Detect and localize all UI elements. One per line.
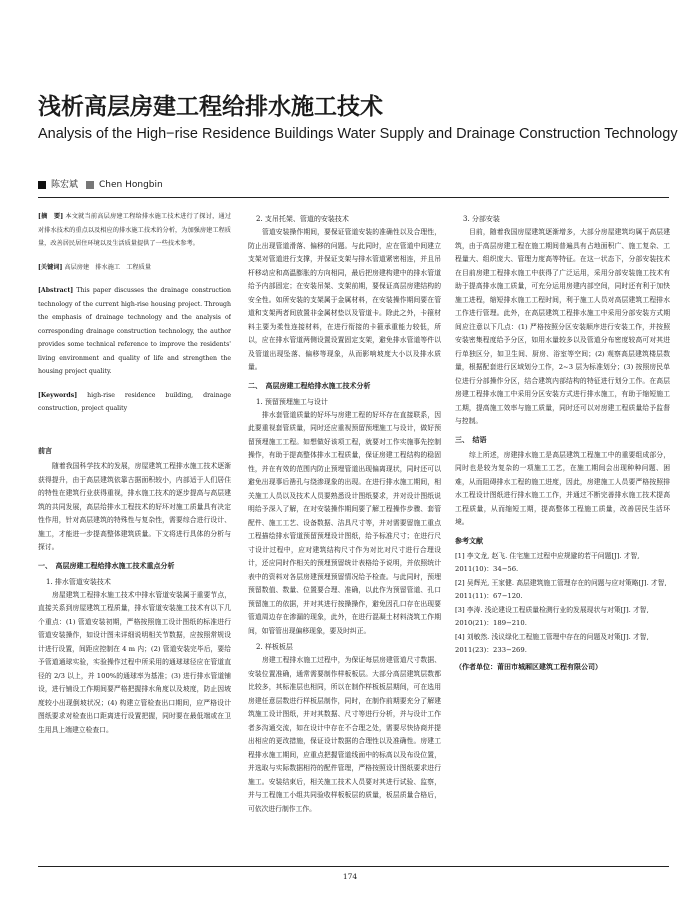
reference-item: [2] 吴辉光, 王家健. 高层建筑施工管理存在的问题与应对策略[J]. 才智, 2011(11)：67−120.	[455, 578, 667, 600]
subheading-2-1: 1. 预留预埋施工与设计	[256, 397, 328, 406]
reference-item: [4] 刘敏然. 浅议绿化工程施工管理中存在的问题及对策[J]. 才智, 2011(23)：233−269.	[455, 632, 649, 654]
paragraph-conclusion: 综上所述，房建排水施工是高层建筑工程施工中的重要组成部分，同时也是较为复杂的一项施工工艺，在施工期间会出现种种问题、困难，从而阻碍排水工程的施工进度，因此，房建施工人员要严格按照排水工程设计图纸进行排水施工工作，并通过不断完善排水施工技术提高工程质量，从而缩短工期，提高整体工程施工质量，改善居民生活环境。	[455, 450, 670, 526]
abstract-label: [摘 要]	[38, 213, 64, 220]
page-subtitle-en: Analysis of the High−rise Residence Buildings Water Supply and Drainage Construction Technology	[38, 126, 678, 142]
subheading-1-2: 2. 支吊托架、管道的安装技术	[256, 215, 349, 223]
author-line	[38, 179, 163, 191]
keywords-text: 高层房建 排水施工 工程质量	[64, 263, 152, 271]
paragraph-1-2: 管道安装操作期间，要保证管道安装的准确性以及合理性，防止出现管道滑落、偏移的问题。与此同时，应在管道中间建立支架对管道进行支撑，并保证支架与排水管道紧密相连，并且吊杆移动应和高温膨胀的方向相同，最后把房建构建中的排水管道给予内部固定；在安装吊架、支架前期，要保证高层房建结构的安全性。如所安装的支架属于金属材料，在安装操作期间要在管道和支架两者间放置非金属材垫以及管道卡。除此之外，卡箍材料主要为柔性连接材料，在进行衔接的卡箍承重能力较低，所以，应在排水管道两侧设置设置固定支架，避免排水管道等件以及管道出现坠落、偏移等现象，从而影响坡度大小以及排水质量。	[248, 228, 441, 371]
square-bullet-icon	[86, 181, 94, 189]
reference-item: [1] 李文龙, 赵飞. 住宅施工过程中应规避的若干问题[J]. 才智, 2011(10)：34−56.	[455, 551, 640, 573]
keywords-en-label: [Keywords]	[38, 391, 78, 399]
author-en: Chen Hongbin	[99, 180, 163, 190]
paragraph-2-1: 排水套管道质量的好坏与房建工程的好坏存在直接联系，因此要重视套管质量，同时还应重视预留预埋施工与设计，做好预留预埋施工工程。如想做好该项工程，就要对工作实施事先控制操作，有助于提高整体排水工程质量，保证房建工程结构的稳固性，并在有效的范围内防止预埋管道出现偏离现状，同时还可以避免出现事后凿孔与绕渗现象的出现。在进行排水施工期间，相关施工人员以及技术人员要熟悉设计图纸要求，并对设计图纸说明给予深入了解，在对安装操作期间要了解工程操作步骤、套管配件、施工工艺、设备数据、洁具尺寸等，并对需要留施工重点工程描绘排水管道预留预埋设计图纸，给予标准尺寸；在进行尺寸设计过程中，应对建筑结构尺寸作为对比对尺寸进行合理设计，还应同时作相关的预埋预留统计表格给予说明，并依照统计表中的资料对各层房建预埋预留情况给予检查。与此同时，预埋预留数值、数量、位置要合理、准确，以此作为预留管道、孔口预留施工的依据，并对其进行按操操作，避免因孔口存在出现要管道周边存在渗漏的现象，此外，在进行混凝土材料浇筑工作期间，如管管出现偏移现象，要及时纠正。	[248, 410, 441, 635]
footer-divider	[38, 866, 669, 867]
abstract-text: 本文就当前高层房建工程给排水施工技术进行了探讨，通过对排水技术的重点以及相应的排水施工技术的分析，为加强房建工程质量，改善居民居住环境以及生活质量提供了一些技术参考。	[38, 213, 231, 247]
column-middle	[248, 210, 441, 870]
abstract	[38, 210, 231, 251]
paragraph-2-2: 房建工程排水施工过程中，为保证每层房建管道尺寸数据、安装位置准确，通常需要制作样板板层。大部分高层建筑层数都比较多，其标准层也相同，所以在制作样板板层期间，可在选用房建任意层数进行样板层制作，同时，在制作前期要充分了解建筑施工设计图纸，并对其数据、尺寸等进行分析，并与设计工作者多沟通交流，如在设计中存在不合理之处，需要尽快协商并提出相应的更改措施，保证设计数据的合理性以及准确性。房建工程排水施工期间，应重点把握管道线面中的标高以及布设位置，并选取与实际数据相符的配件管理，严格按照设计图纸要求进行施工。安装结束后，相关施工技术人员要对其进行试验、监察，并与工程施工小组共同验收样板板层的质量，板层质量合格后，可依次进行制作工作。	[248, 656, 441, 813]
paragraph-preface: 随着我国科学技术的发展，房屋建筑工程排水施工技术逐渐获得提升，由于高层建筑依靠古据面积较小，内部适于人们居住的特性在建筑行业获得重视，排水施工技术的逐步提高与高层建筑的共同发展，高层给排水工程技术的好坏对施工质量具有决定性作用，针对高层建筑的特殊性与复杂性，需要综合进行设计、施工，才能进一步提高整体建筑质量。下文将进行具体的分析与探讨。	[38, 462, 231, 551]
subheading-1-1: 1. 排水管道安装技术	[46, 577, 111, 586]
section-heading-1: 一、 高层房建工程给排水施工技术重点分析	[38, 561, 175, 570]
page-title: 浅析高层房建工程给排水施工技术	[38, 94, 383, 120]
abstract-en	[38, 284, 231, 379]
subheading-2-2: 2. 样板板层	[256, 643, 293, 651]
author-affiliation: （作者单位：莆田市城厢区建筑工程有限公司）	[455, 662, 602, 671]
section-heading-preface: 前言	[38, 447, 52, 455]
keywords-en-text: high-rise residence building, drainage construction, project quality	[38, 391, 231, 412]
page-number: 174	[342, 872, 358, 881]
keywords-label: [关键词]	[38, 263, 63, 271]
section-heading-3: 三、 结语	[455, 435, 487, 444]
abstract-en-text: This paper discusses the drainage construction technology of the current high-rise housing project. Through the emphasis of drainage technology and the analysis of corresponding drainage construction technology, the author provides some technical reference to improve the residents' living environment and quality of life and strengthen the housing project quality.	[38, 287, 231, 375]
paragraph-1-1: 房屋建筑工程排水施工技术中排水管道安装属于重要节点，直接关系到房屋建筑工程质量，排水管道安装施工技术有以下几个重点：(1) 管道安装初期，严格按照施工设计图纸的标准进行管道安装操作，如设计图未详细说明相关节数据，应按照常规设计进行设置，间距应控制在 4 m 内；(2) 管道安装完毕后，要给予管道通球实验，实验操作过程中所采用的通球球径应在管道直径的 2/3 以上，并 100%的通球率为基准；(3) 进行排水管道铺设，进行铺设工作期间要严格把握排水角度以及坡度，防止因坡度较小出现倒坡状况；(4) 构建立管检查出口期间，应严格设计图纸要求对检查出口距离进行设置把握，同时要在最低端或在卫生用具上端建立检查口。	[38, 590, 231, 734]
keywords	[38, 261, 231, 275]
header-divider	[38, 197, 669, 198]
abstract-en-label: [Abstract]	[38, 287, 74, 294]
keywords-en	[38, 389, 231, 416]
author-zh: 陈宏斌	[51, 180, 79, 190]
section-heading-2: 二、 高层房建工程给排水施工技术分析	[248, 381, 371, 390]
column-right	[455, 210, 670, 870]
paragraph-2-3: 目前，随着我国房屋建筑逐渐增多，大部分房屋建筑均属于高层建筑，由于高层房建工程在施工期间普遍具有占地面积广、施工复杂、工程量大、组织庞大、管理力度高等特征。在这一状态下，分部安装技术在目前房建工程排水施工中获得了广泛运用，采用分部安装施工技术有助于提高排水施工质量，可充分运用房建内部空间，同时还有利于加快施工进程，缩短排水施工工程时间，利于施工人员对高层建筑工程排水工作进行管理。此外，在高层建筑工程排水施工中采用分部安装方式期间应注意以下几点：(1) 严格按照分区安装顺序进行安装工作，并按照安装密集程度给予分区，如用水量较多以及管道分布密度较高可对其进行单独区分，如卫生间、厨房、浴室等空间；(2) 观察高层建筑楼层数量，根据配套进行区域划分工作，2~3 层为标准划分；(3) 按照房民单位进行分部操作分区，结合建筑内部结构的特征进行划分工作。在高层房建工程排水施工中采用分区安装方式进行排水施工，有助于缩短施工工期，提高施工效率与施工质量，同时还可以对房建工程质量给予监督与控制。	[455, 228, 670, 425]
references-heading: 参考文献	[455, 536, 483, 545]
column-left-body	[38, 440, 231, 870]
subheading-2-3: 3. 分部安装	[463, 215, 500, 223]
reference-item: [3] 李涛. 浅论建设工程质量检测行业的发展现状与对策[J]. 才智, 2010(21)：189−210.	[455, 605, 649, 627]
square-bullet-icon	[38, 181, 46, 189]
